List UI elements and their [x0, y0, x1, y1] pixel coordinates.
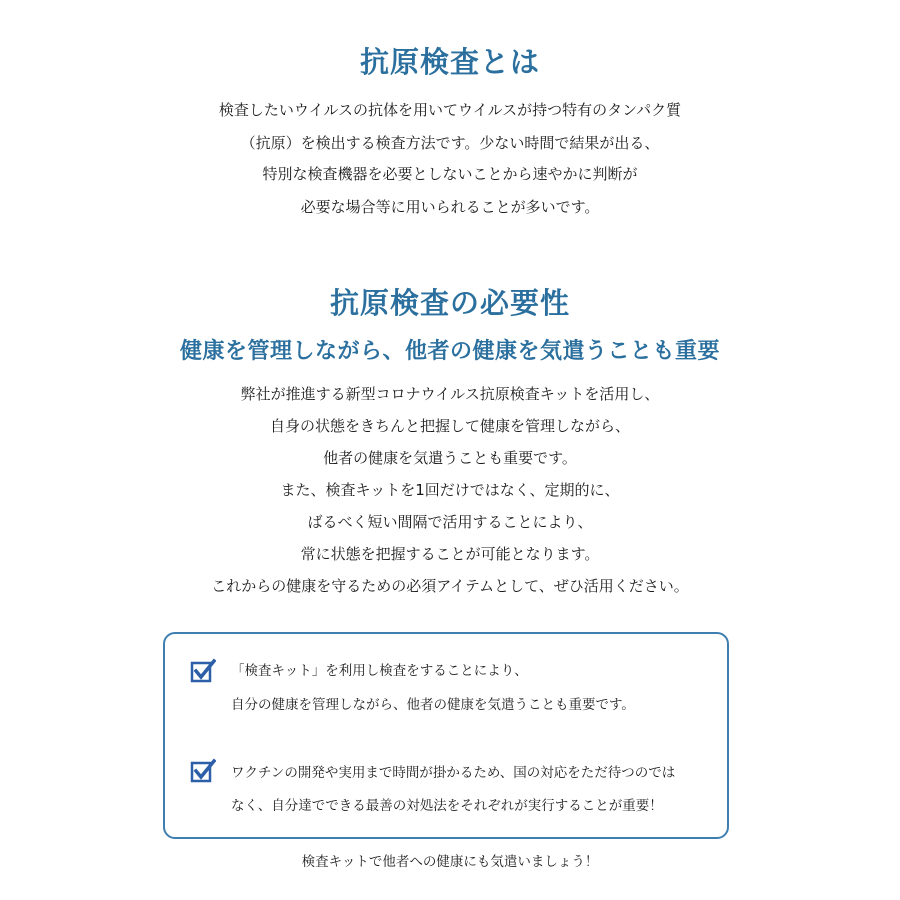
- section2-line: ばるべく短い間隔で活用することにより、: [307, 513, 593, 531]
- checklist-item-2-line1: ワクチンの開発や実用まで時間が掛かるため、国の対応をただ待つのでは: [231, 765, 676, 781]
- section1-line: 必要な場合等に用いられることが多いです。: [300, 198, 600, 216]
- section2-title: 抗原検査の必要性: [329, 286, 570, 320]
- section1-line: 特別な検査機器を必要としないことから速やかに判断が: [262, 165, 638, 183]
- section2-line: 自身の状態をきちんと把握して健康を管理しながら、: [269, 417, 630, 435]
- section2-line: 常に状態を把握することが可能となります。: [300, 545, 600, 563]
- checkbox-checked-icon: [190, 758, 216, 784]
- section2-subtitle: 健康を管理しながら、他者の健康を気遣うことも重要: [179, 339, 720, 364]
- section1-line: （抗原）を検出する検査方法です。少ない時間で結果が出る、: [240, 134, 660, 152]
- checklist-item-2-line2: なく、自分達でできる最善の対処法をそれぞれが実行することが重要！: [231, 798, 663, 814]
- section2-line: 他者の健康を気遣うことも重要です。: [323, 449, 577, 467]
- checklist-box: [163, 632, 729, 839]
- section1-title: 抗原検査とは: [359, 45, 540, 79]
- section2-line: 弊社が推進する新型コロナウイルス抗原検査キットを活用し、: [240, 385, 660, 403]
- checklist-item-1-line1: 「検査キット」を利用し検査をすることにより、: [231, 663, 528, 679]
- section2-line: また、検査キットを1回だけではなく、定期的に、: [280, 481, 620, 499]
- footer-message: 検査キットで他者への健康にも気遣いましょう！: [301, 854, 599, 870]
- section2-line: これからの健康を守るための必須アイテムとして、ぜひ活用ください。: [211, 577, 689, 595]
- checkbox-checked-icon: [190, 658, 216, 684]
- section1-line: 検査したいウイルスの抗体を用いてウイルスが持つ特有のタンパク質: [218, 101, 682, 119]
- checklist-item-1-line2: 自分の健康を管理しながら、他者の健康を気遣うことも重要です。: [231, 697, 635, 713]
